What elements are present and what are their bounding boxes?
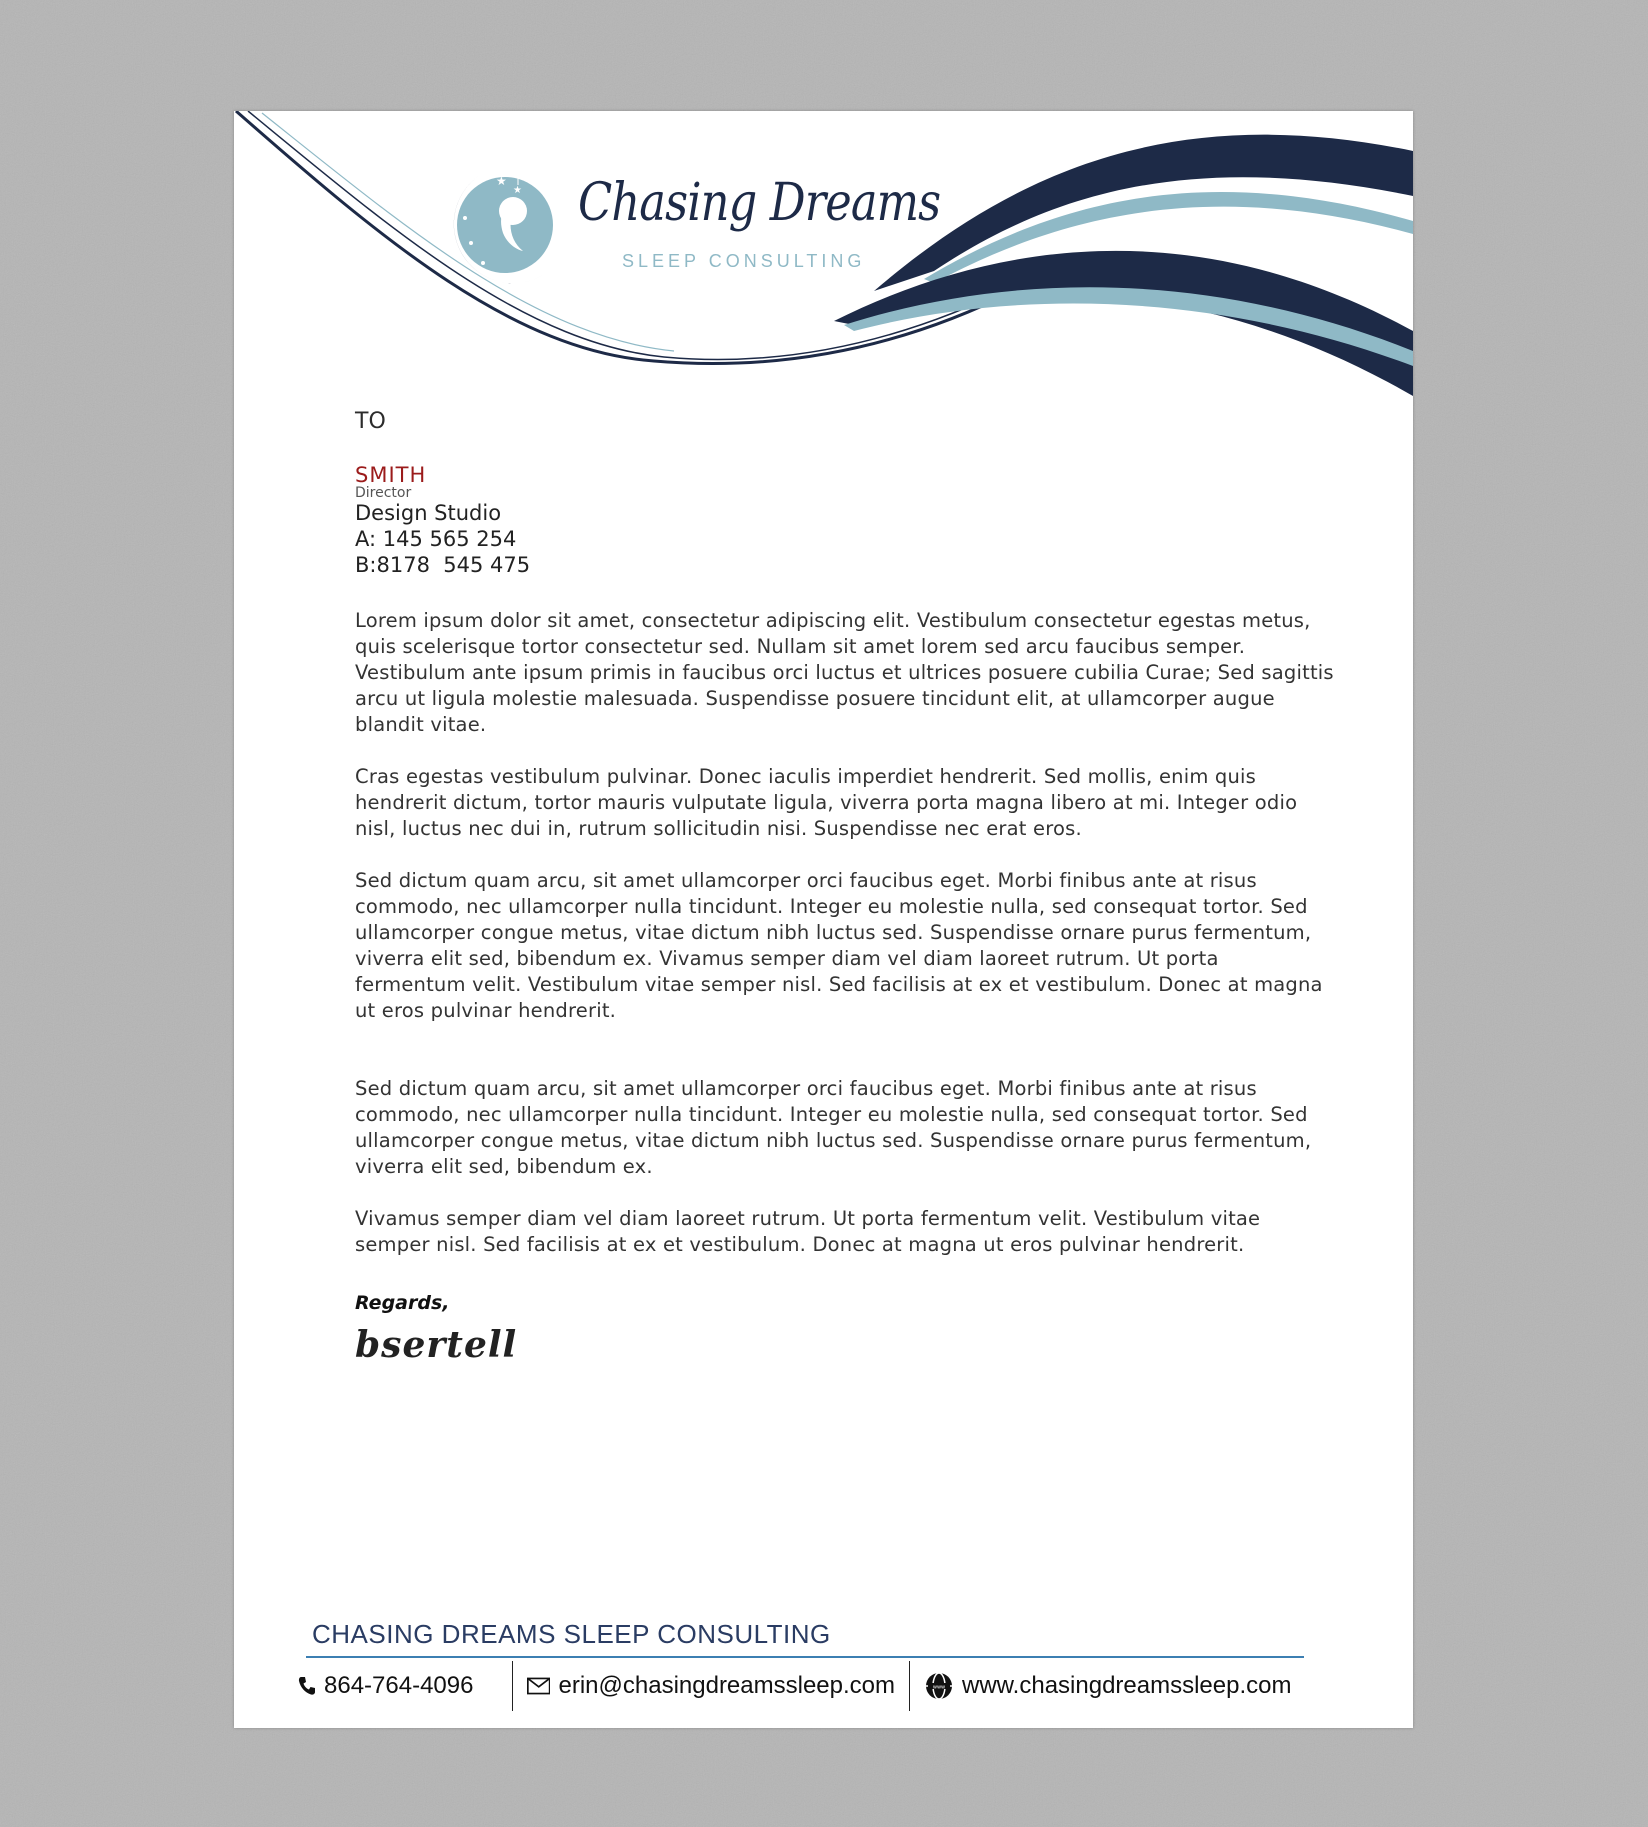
letterhead-page bbox=[234, 111, 1413, 1728]
footer-company-name: CHASING DREAMS SLEEP CONSULTING bbox=[312, 1619, 831, 1649]
to-label: TO bbox=[355, 409, 386, 434]
recipient-company: Design Studio bbox=[355, 501, 502, 525]
recipient-line-b: B:8178 545 475 bbox=[355, 553, 531, 577]
logo-moon-icon bbox=[443, 163, 553, 288]
paragraph: Lorem ipsum dolor sit amet, consectetur adipiscing elit. Vestibulum consectetur egestas metus, quis scelerisque tortor consectetur sed. Nullam sit amet lorem sed arcu faucibus semper. Vestibulum ante ipsum primis in faucibus orci luctus et ultrices posuere cubilia Curae; Sed sagittis arcu ut ligula molestie malesuada. Suspendisse posuere tincidunt elit, at ullamcorper augue blandit vitae. bbox=[355, 609, 1334, 736]
paragraph: Vivamus semper diam vel diam laoreet rutrum. Ut porta fermentum velit. Vestibulum vitae semper nisl. Sed facilisis at ex et vestibulum. Donec at magna ut eros pulvinar hendrerit. bbox=[355, 1207, 1261, 1256]
regards-closing: Regards, bbox=[355, 1292, 450, 1314]
phone-icon bbox=[298, 1676, 316, 1696]
svg-text:★: ★ bbox=[496, 174, 507, 188]
letter-body bbox=[355, 409, 1335, 1366]
svg-text:www: www bbox=[932, 1684, 946, 1691]
signature: bsertell bbox=[355, 1324, 518, 1366]
footer-website bbox=[924, 1661, 1291, 1711]
svg-text:★: ★ bbox=[528, 173, 537, 184]
footer-contact-row bbox=[298, 1661, 1338, 1711]
recipient-title: Director bbox=[355, 485, 412, 501]
paragraph: Sed dictum quam arcu, sit amet ullamcorper orci faucibus eget. Morbi finibus ante at risus commodo, nec ullamcorper nulla tincidunt. Integer eu molestie nulla, sed consequat tortor. Sed ullamcorper congue metus, vitae dictum nibh luctus sed. Suspendisse ornare purus fermentum, viverra elit sed, bibendum ex. Vivamus semper diam vel diam laoreet rutrum. Ut porta fermentum velit. Vestibulum vitae semper nisl. Sed facilisis at ex et vestibulum. Donec at magna ut eros pulvinar hendrerit. bbox=[355, 869, 1323, 1022]
recipient-line-a: A: 145 565 254 bbox=[355, 527, 517, 551]
svg-text:★: ★ bbox=[513, 185, 522, 196]
paragraph: Sed dictum quam arcu, sit amet ullamcorper orci faucibus eget. Morbi finibus ante at risus commodo, nec ullamcorper nulla tincidunt. Integer eu molestie nulla, sed consequat tortor. Sed ullamcorper congue metus, vitae dictum nibh luctus sed. Suspendisse ornare purus fermentum, viverra elit sed, bibendum ex. bbox=[355, 1077, 1312, 1178]
footer-divider bbox=[306, 1656, 1304, 1658]
recipient-name: SMITH bbox=[355, 463, 427, 487]
email-address[interactable]: erin@chasingdreamssleep.com bbox=[558, 1672, 895, 1699]
logo-wordmark: Chasing Dreams bbox=[578, 173, 941, 233]
phone-number[interactable]: 864-764-4096 bbox=[324, 1672, 474, 1699]
globe-icon bbox=[924, 1671, 954, 1701]
footer-separator bbox=[512, 1661, 513, 1711]
letter-paragraphs bbox=[355, 608, 1335, 1258]
envelope-icon bbox=[527, 1676, 550, 1696]
footer-email bbox=[527, 1661, 895, 1711]
logo-subtitle: SLEEP CONSULTING bbox=[622, 251, 866, 271]
website-url[interactable]: www.chasingdreamssleep.com bbox=[962, 1672, 1292, 1699]
paragraph: Cras egestas vestibulum pulvinar. Donec iaculis imperdiet hendrerit. Sed mollis, enim quis hendrerit dictum, tortor mauris vulputate ligula, viverra porta magna libero at mi. Integer odio nisl, luctus nec dui in, rutrum sollicitudin nisi. Suspendisse nec erat eros. bbox=[355, 765, 1298, 840]
footer-phone bbox=[298, 1661, 498, 1711]
footer-separator bbox=[909, 1661, 910, 1711]
